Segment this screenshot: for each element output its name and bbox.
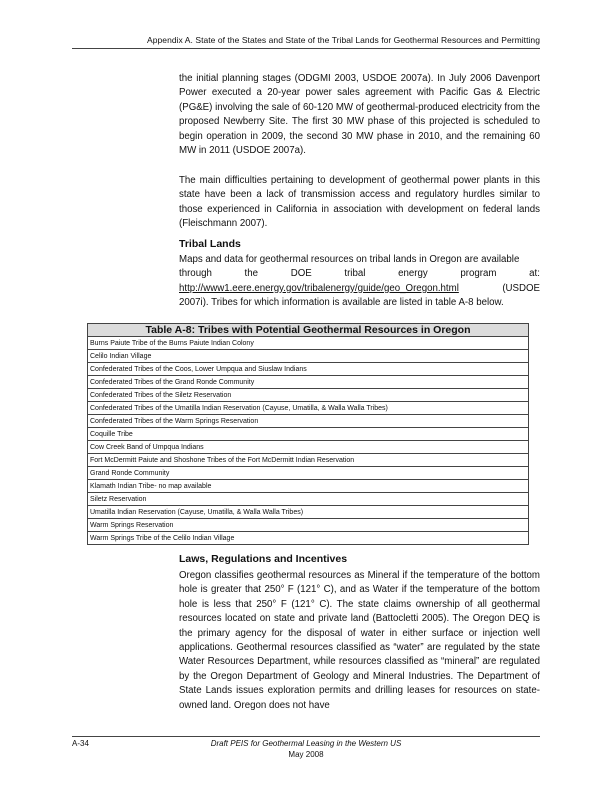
tribal-energy-link[interactable]: http://www1.eere.energy.gov/tribalenergy/guide/geo_Oregon.html [179, 282, 459, 294]
tribal-word: the [244, 268, 259, 280]
tribe-name-cell: Warm Springs Reservation [88, 519, 528, 532]
heading-laws-regulations: Laws, Regulations and Incentives [179, 553, 348, 565]
tribe-name-cell: Confederated Tribes of the Siletz Reservation [88, 389, 528, 402]
footer-divider [72, 736, 540, 737]
table-row [88, 363, 528, 376]
tribal-word: energy [398, 268, 428, 280]
tribe-name-cell: Siletz Reservation [88, 493, 528, 506]
tribe-name-cell: Confederated Tribes of the Coos, Lower Umpqua and Siuslaw Indians [88, 363, 528, 376]
table-row [88, 493, 528, 506]
tribal-word: program [460, 268, 497, 280]
table-row [88, 428, 528, 441]
tribal-text-line-1: Maps and data for geothermal resources on tribal lands in Oregon are available [179, 254, 520, 265]
table-row [88, 337, 528, 350]
tribal-word: tribal [344, 268, 366, 280]
tribes-table [87, 323, 529, 545]
running-header: Appendix A. State of the States and State of the Tribal Lands for Geothermal Resources and Permitting [147, 35, 540, 45]
table-row [88, 454, 528, 467]
paragraph-newberry: the initial planning stages (ODGMI 2003, USDOE 2007a). In July 2006 Davenport Power executed a 20-year power sales agreement with Pacific Gas & Electric (PG&E) involving the sale of 60-120 MW of geothermal-produced electricity from the proposed Newberry Site. The first 30 MW phase of this projected is scheduled to begin operation in 2009, the second 30 MW phase in 2010, and the remaining 60 MW in 2011 (USDOE 2007a). [179, 73, 540, 157]
tribal-word: at: [529, 268, 540, 280]
tribe-name-cell: Warm Springs Tribe of the Celilo Indian Village [90, 534, 235, 542]
table-row [88, 376, 528, 389]
tribe-name-cell: Cow Creek Band of Umpqua Indians [88, 441, 528, 454]
table-row [88, 389, 528, 402]
table-row [88, 532, 528, 545]
table-row [88, 415, 528, 428]
paragraph-laws: Oregon classifies geothermal resources as Mineral if the temperature of the bottom hole is greater that 250° F (121° C), and as Water if the temperature of the bottom hole is less that 250° F (121° C). The state claims ownership of all geothermal resources located on state and private land (Battocletti 2005). The Oregon DEQ is the primary agency for the disposal of water in either surface or injection well applications. Geothermal resources classified as “water” are regulated by the state Water Resources Department, while resources classified as “mineral” are regulated by the Oregon Department of Geology and Mineral Industries. The Department of State Lands issues exploration permits and drilling leases for resources on state-owned land. Oregon does not have [179, 570, 540, 711]
table-row [88, 467, 528, 480]
tribe-name-cell: Klamath Indian Tribe- no map available [88, 480, 528, 493]
tribe-name-cell: Burns Paiute Tribe of the Burns Paiute Indian Colony [88, 337, 528, 350]
tribe-name-cell: Fort McDermitt Paiute and Shoshone Tribes of the Fort McDermitt Indian Reservation [88, 454, 528, 467]
tribal-text-line-3 [179, 282, 540, 296]
table-row [88, 350, 528, 363]
table-title: Table A-8: Tribes with Potential Geothermal Resources in Oregon [88, 324, 528, 337]
tribe-name-cell: Umatilla Indian Reservation (Cayuse, Umatilla, & Walla Walla Tribes) [88, 506, 528, 519]
heading-tribal-lands: Tribal Lands [179, 238, 241, 250]
tribal-word: through [179, 268, 212, 280]
paragraph-difficulties: The main difficulties pertaining to development of geothermal power plants in this state have been a lack of transmission access and regulatory hurdles similar to those experienced in California in association with development on federal lands (Fleischmann 2007). [179, 175, 540, 230]
table-row [88, 519, 528, 532]
table-row [88, 480, 528, 493]
tribe-name-cell: Confederated Tribes of the Grand Ronde Community [88, 376, 528, 389]
tribe-name-cell: Confederated Tribes of the Umatilla Indian Reservation (Cayuse, Umatilla, & Walla Walla Tribes) [88, 402, 528, 415]
table-row [88, 402, 528, 415]
citation-open: (USDOE [502, 282, 540, 294]
header-divider [72, 48, 540, 49]
page-number: A-34 [72, 739, 89, 748]
paragraph-tribal-lands [179, 253, 540, 311]
tribe-name-cell: Celilo Indian Village [88, 350, 528, 363]
table-row [88, 441, 528, 454]
tribe-name-cell: Coquille Tribe [88, 428, 528, 441]
table-row [88, 506, 528, 519]
tribal-text-line-4: 2007i). Tribes for which information is available are listed in table A-8 below. [179, 297, 504, 309]
tribal-word: DOE [290, 268, 312, 280]
tribal-text-line-2 [179, 267, 540, 281]
footer-date: May 2008 [288, 750, 324, 759]
tribe-name-cell: Grand Ronde Community [88, 467, 528, 480]
tribe-name-cell: Confederated Tribes of the Warm Springs Reservation [88, 415, 528, 428]
footer-title: Draft PEIS for Geothermal Leasing in the Western US [210, 739, 402, 748]
